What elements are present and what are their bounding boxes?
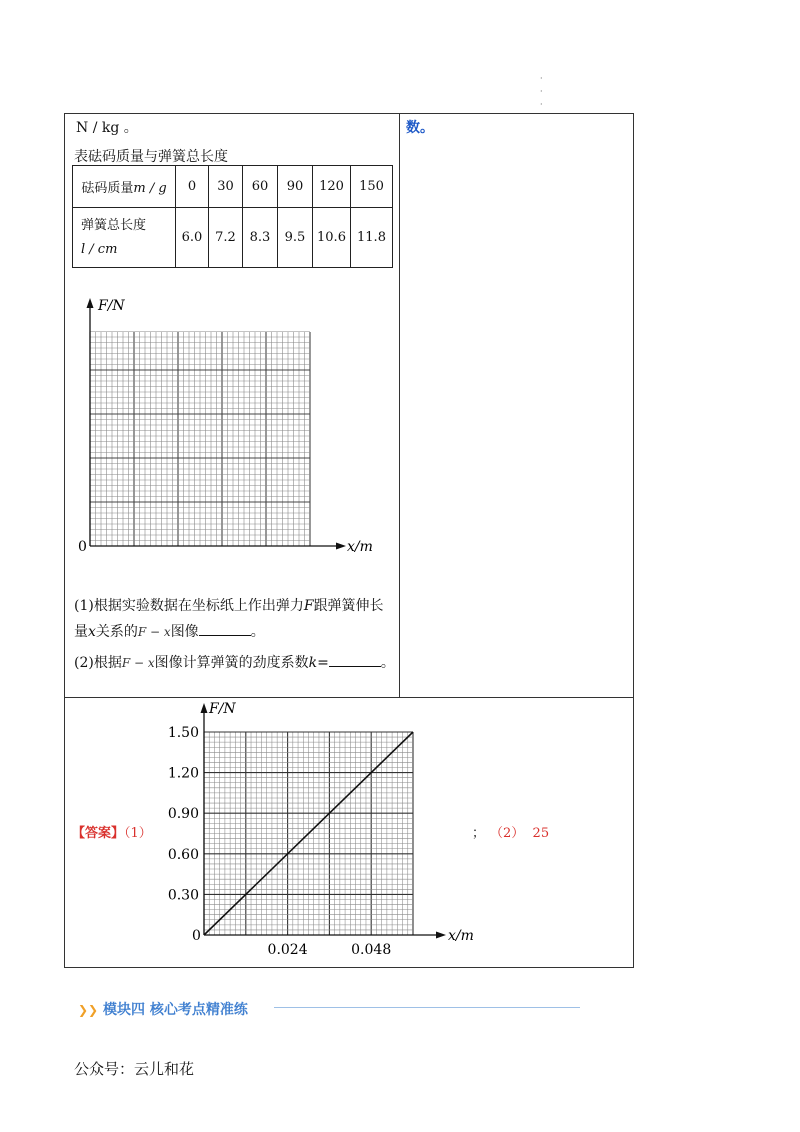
- row1-cell: 90: [278, 166, 313, 208]
- y-axis-label: F/N: [98, 298, 125, 314]
- answer-label: 【答案】（1）: [72, 826, 152, 841]
- section-rule: [274, 1007, 580, 1008]
- answer-blank-1[interactable]: [199, 622, 251, 636]
- origin-label: 0: [192, 928, 201, 944]
- corner-dots: · · ·: [540, 74, 543, 109]
- row2-cell: 10.6: [313, 208, 351, 268]
- x-axis-label: x/m: [448, 928, 474, 944]
- graph-grid: [90, 332, 310, 547]
- row2-cell: 9.5: [278, 208, 313, 268]
- answer-blank-2[interactable]: [329, 653, 381, 667]
- row1-cell: 150: [351, 166, 393, 208]
- y-axis-arrow: [87, 298, 94, 308]
- row1-cell: 60: [243, 166, 278, 208]
- y-tick-label: 0.30: [167, 887, 199, 904]
- row2-cell: 6.0: [176, 208, 209, 268]
- row2-cell: 7.2: [209, 208, 243, 268]
- empty-graph-paper: [70, 290, 400, 565]
- x-axis-arrow: [336, 543, 346, 550]
- unit-line: N / kg 。: [76, 120, 138, 136]
- chart-marks: [168, 701, 474, 958]
- right-column-text: 数。: [406, 120, 434, 136]
- x-tick-label: 0.024: [267, 942, 308, 958]
- data-table: [72, 165, 393, 268]
- origin-label: 0: [78, 539, 87, 555]
- row1-cell: 0: [176, 166, 209, 208]
- row1-cell: 30: [209, 166, 243, 208]
- y-axis-label: F/N: [209, 701, 236, 717]
- question-1-line1: (1)根据实验数据在坐标纸上作出弹力F跟弹簧伸长: [74, 598, 384, 614]
- answer-chart: [160, 698, 480, 963]
- y-tick-label: 0.60: [167, 846, 199, 863]
- row2-label: 弹簧总长度 l / cm: [73, 208, 176, 268]
- x-axis-arrow: [436, 932, 446, 939]
- x-tick-label: 0.048: [351, 942, 392, 958]
- double-chevron-icon: ❯❯: [78, 1003, 99, 1017]
- y-tick-label: 1.20: [167, 765, 199, 782]
- question-1-line2: 量x关系的F − x图像 。: [74, 624, 265, 640]
- answer-separator: ；: [472, 826, 486, 841]
- y-axis-arrow: [201, 703, 208, 713]
- x-axis-label: x/m: [347, 539, 373, 555]
- row2-cell: 11.8: [351, 208, 393, 268]
- answer-part-2: （2） 25: [490, 826, 550, 841]
- question-2: (2)根据F − x图像计算弹簧的劲度系数k= 。: [74, 655, 395, 671]
- y-tick-label: 0.90: [167, 806, 199, 823]
- footer-text: 公众号：云儿和花: [74, 1060, 195, 1078]
- row1-label: 砝码质量m / g: [73, 166, 176, 208]
- row2-cell: 8.3: [243, 208, 278, 268]
- y-tick-label: 1.50: [167, 725, 199, 741]
- table-caption: 表砝码质量与弹簧总长度: [74, 149, 228, 165]
- section-heading: ❯❯ 模块四 核心考点精准练: [78, 1002, 248, 1018]
- row1-cell: 120: [313, 166, 351, 208]
